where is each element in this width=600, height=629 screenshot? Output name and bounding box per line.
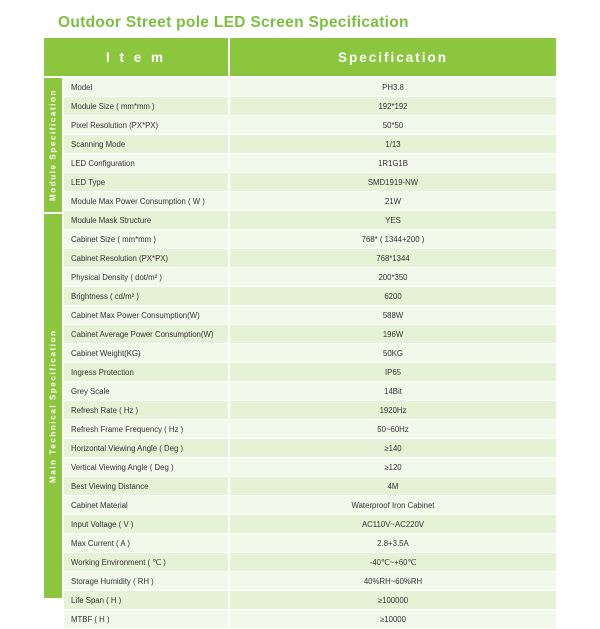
table-row — [64, 439, 556, 457]
row-value: 2.8+3.5A — [230, 534, 556, 552]
row-value: Waterproof Iron Cabinet — [230, 496, 556, 514]
specification-table — [44, 38, 556, 629]
table-row — [64, 154, 556, 172]
row-value: 1920Hz — [230, 401, 556, 419]
row-value: 50KG — [230, 344, 556, 362]
row-label: Cabinet Material — [64, 496, 228, 514]
row-label: Working Environment ( ℃ ) — [64, 553, 228, 571]
row-value: -40℃~+60℃ — [230, 553, 556, 571]
row-label: Storage Humidity ( RH ) — [64, 572, 228, 590]
table-row — [64, 401, 556, 419]
table-row — [64, 192, 556, 210]
row-value: ≥120 — [230, 458, 556, 476]
table-row — [64, 287, 556, 305]
row-label: LED Configuration — [64, 154, 228, 172]
row-label: Cabinet Max Power Consumption(W) — [64, 306, 228, 324]
table-row — [64, 458, 556, 476]
page-title: Outdoor Street pole LED Screen Specification — [58, 14, 409, 31]
row-label: MTBF ( H ) — [64, 610, 228, 628]
row-value: 768* ( 1344+200 ) — [230, 230, 556, 248]
column-header-item: I t e m — [44, 38, 228, 76]
row-value: ≥140 — [230, 439, 556, 457]
row-value: 40%RH~60%RH — [230, 572, 556, 590]
table-row — [64, 306, 556, 324]
row-label: LED Type — [64, 173, 228, 191]
table-row — [64, 325, 556, 343]
table-row — [64, 363, 556, 381]
row-value: 1R1G1B — [230, 154, 556, 172]
table-row — [64, 344, 556, 362]
row-value: 6200 — [230, 287, 556, 305]
row-label: Cabinet Resolution (PX*PX) — [64, 249, 228, 267]
row-label: Model — [64, 78, 228, 96]
row-value: PH3.8 — [230, 78, 556, 96]
row-label: Pixel Resolution (PX*PX) — [64, 116, 228, 134]
row-value: AC110V~AC220V — [230, 515, 556, 533]
row-value: 768*1344 — [230, 249, 556, 267]
row-value: 200*350 — [230, 268, 556, 286]
section-band-module: Module Specification — [44, 78, 62, 212]
row-value: ≥10000 — [230, 610, 556, 628]
row-label: Module Max Power Consumption ( W ) — [64, 192, 228, 210]
table-row — [64, 553, 556, 571]
row-label: Cabinet Weight(KG) — [64, 344, 228, 362]
row-label: Cabinet Average Power Consumption(W) — [64, 325, 228, 343]
row-value: 50~60Hz — [230, 420, 556, 438]
table-row — [64, 591, 556, 609]
row-value: 50*50 — [230, 116, 556, 134]
row-label: Grey Scale — [64, 382, 228, 400]
table-row — [64, 97, 556, 115]
row-label: Module Mask Structure — [64, 211, 228, 229]
row-label: Module Size ( mm*mm ) — [64, 97, 228, 115]
row-label: Input Voltage ( V ) — [64, 515, 228, 533]
table-row — [64, 116, 556, 134]
table-row — [64, 249, 556, 267]
row-label: Max Current ( A ) — [64, 534, 228, 552]
row-label: Brightness ( cd/m² ) — [64, 287, 228, 305]
row-label: Refresh Frame Frequency ( Hz ) — [64, 420, 228, 438]
table-row — [64, 382, 556, 400]
table-header-row — [44, 38, 556, 76]
rows-column — [64, 78, 556, 629]
row-value: IP65 — [230, 363, 556, 381]
table-body — [44, 78, 556, 629]
table-row — [64, 572, 556, 590]
row-label: Scanning Mode — [64, 135, 228, 153]
row-value: YES — [230, 211, 556, 229]
row-label: Vertical Viewing Angle ( Deg ) — [64, 458, 228, 476]
row-label: Horizontal Viewing Angle ( Deg ) — [64, 439, 228, 457]
row-label: Ingress Protection — [64, 363, 228, 381]
table-row — [64, 135, 556, 153]
row-value: SMD1919-NW — [230, 173, 556, 191]
row-label: Best Viewing Distance — [64, 477, 228, 495]
row-label: Life Span ( H ) — [64, 591, 228, 609]
row-value: 4M — [230, 477, 556, 495]
row-value: 21W — [230, 192, 556, 210]
table-row — [64, 268, 556, 286]
table-row — [64, 515, 556, 533]
table-row — [64, 211, 556, 229]
column-header-specification: Specification — [230, 38, 556, 76]
row-value: 196W — [230, 325, 556, 343]
table-row — [64, 78, 556, 96]
table-row — [64, 173, 556, 191]
row-value: 1/13 — [230, 135, 556, 153]
table-row — [64, 420, 556, 438]
section-band-main: Main Technical Specification — [44, 214, 62, 598]
row-label: Refresh Rate ( Hz ) — [64, 401, 228, 419]
row-label: Physical Density ( dot/m² ) — [64, 268, 228, 286]
table-row — [64, 610, 556, 628]
table-row — [64, 534, 556, 552]
row-value: 588W — [230, 306, 556, 324]
table-row — [64, 230, 556, 248]
section-band-column — [44, 78, 62, 629]
row-value: 14Bit — [230, 382, 556, 400]
table-row — [64, 496, 556, 514]
row-label: Cabinet Size ( mm*mm ) — [64, 230, 228, 248]
table-row — [64, 477, 556, 495]
row-value: 192*192 — [230, 97, 556, 115]
row-value: ≥100000 — [230, 591, 556, 609]
